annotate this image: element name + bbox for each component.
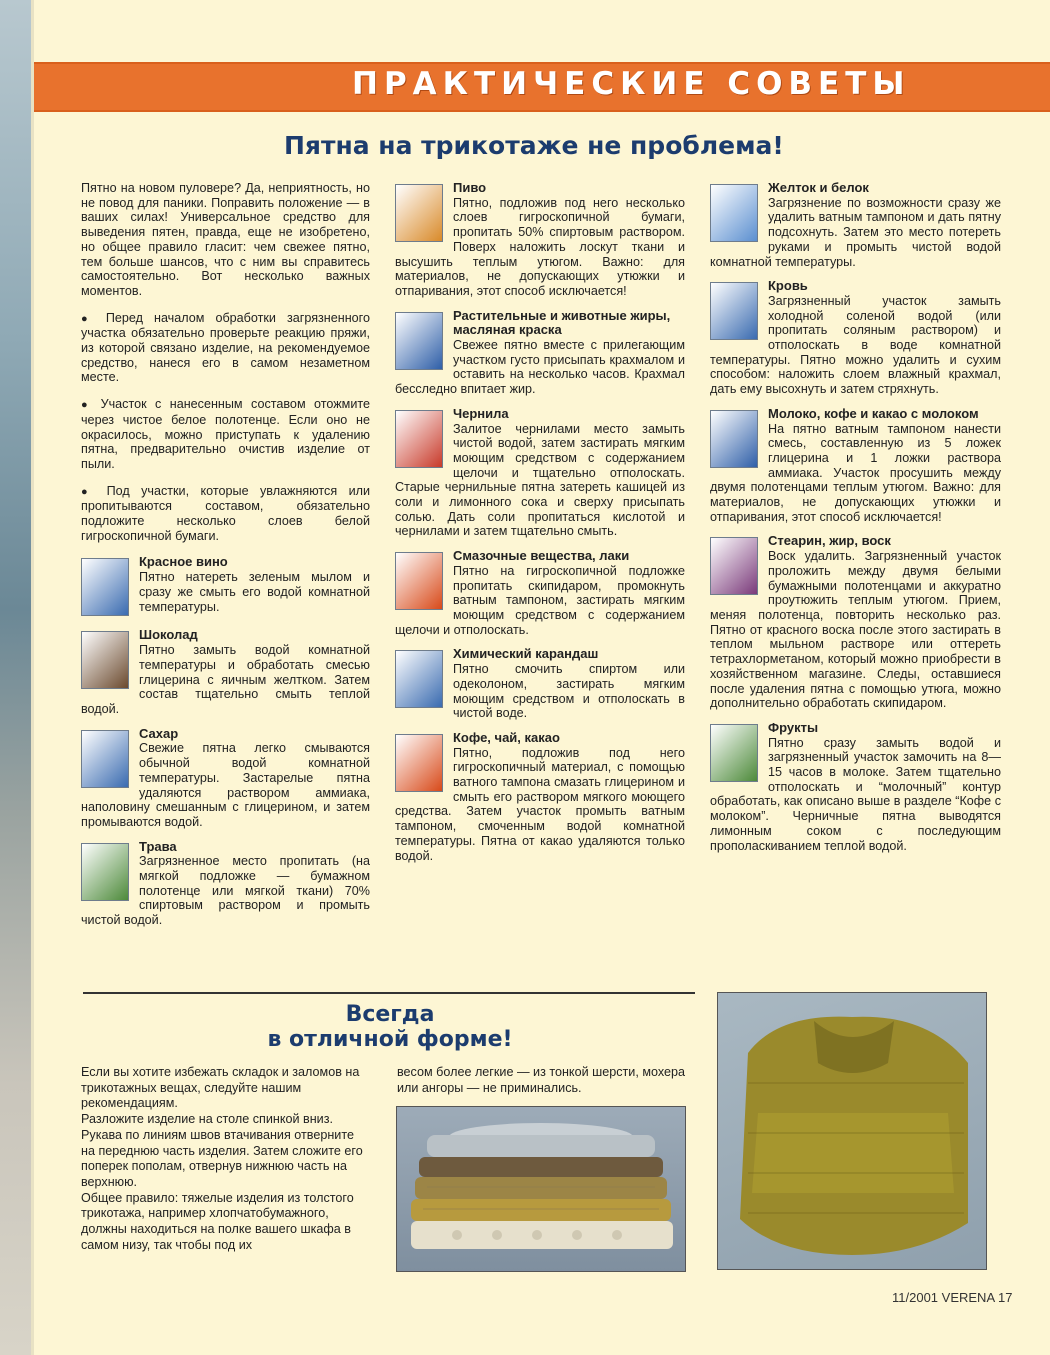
stain-tip-item — [710, 181, 1001, 269]
gear-icon — [395, 552, 443, 610]
tip-paragraph: ● Под участки, которые увлажняются или пропитываются составом, обязательно подложите несколько слоев белой гигроскопичной бумаги. — [81, 484, 370, 544]
issue-number: 11/2001 — [892, 1290, 939, 1305]
stain-tip-title: Трава — [139, 839, 177, 854]
pencil-icon — [395, 650, 443, 708]
section-divider — [83, 992, 695, 994]
tip-paragraph: ● Участок с нанесенным составом отожмите через чистое белое полотенце. Если оно не окрасилось, можно приступать к удалению пятна, предварительно очистив изделие от пыли. — [81, 397, 370, 472]
stain-tip-item — [710, 279, 1001, 397]
page-footer — [892, 1290, 1013, 1305]
stain-tip-title: Чернила — [453, 406, 509, 421]
magazine-name: VERENA — [941, 1290, 995, 1305]
folding-paragraph: весом более легкие — из тонкой шерсти, мохера или ангоры — не приминались. — [397, 1065, 686, 1095]
sub-headline-line-1: Всегда — [345, 1002, 435, 1027]
fruit-basket-icon — [710, 724, 758, 782]
stain-tip-text: Пятно смочить спиртом или одеколоном, застирать мягким моющим средством и отполоскать в чистой воде. — [453, 662, 685, 721]
stain-tip-text: Воск удалить. Загрязненный участок проложить между двумя белыми бумажными полотенцами и аккуратно проутюжить теплым утюгом. Прием, меняя полотенца, повторить несколько раз. Пятно от красного воска после этого застирать в теплом мыльном растворе или оттереть тетрахлорметаном, который можно приобрести в хозяйственном магазине. Следы, оставшиеся после удаления пятна с помощью утюга, можно дополнительно обработать скипидаром. — [710, 549, 1001, 711]
stain-tip-item — [81, 628, 370, 716]
page-number: 17 — [998, 1290, 1013, 1305]
stain-tip-title: Кровь — [768, 279, 808, 294]
stain-tip-title: Шоколад — [139, 628, 198, 643]
stain-tip-item — [395, 647, 685, 721]
folded-sweater-photo — [717, 992, 987, 1270]
stain-tip-title: Смазочные вещества, лаки — [453, 549, 630, 564]
stain-tip-text: Загрязнение по возможности сразу же удалить ватным тампоном и дать пятну подсохнуть. Затем это место потереть руками и промыть чистой водой комнатной температуры. — [710, 195, 1001, 269]
folded-sweaters-photo — [396, 1106, 686, 1272]
stain-tip-text: Пятно замыть водой комнатной температуры и обработать смесью глицерина с яичным желтком. Затем состав тщательно смыть теплой водой. — [81, 643, 370, 716]
stain-tip-title: Химический карандаш — [453, 647, 599, 662]
egg-icon — [710, 184, 758, 242]
folding-paragraph: Общее правило: тяжелые изделия из толстого трикотажа, например хлопчатобумажного, должны находиться на полке вашего шкафа в самом низу, так чтобы под их — [81, 1190, 354, 1252]
stain-tip-item — [710, 407, 1001, 525]
column-1 — [81, 181, 370, 938]
stain-tip-text: Пятно на гигроскопичной подложке пропитать скипидаром, промокнуть ватным тампоном, застирать мягким моющим средством с содержанием щелочи и отполоскать. — [395, 563, 685, 637]
article-headline: Пятна на трикотаже не проблема! — [284, 131, 784, 160]
stain-tip-text: Свежие пятна легко смываются обычной водой комнатной температуры. Застарелые пятна удаляются раствором аммиака, наполовину смешанным с глицерином, и затем промываются водой. — [81, 741, 370, 829]
paint-brush-icon — [395, 312, 443, 370]
stain-tip-text: Загрязненное место пропитать (на мягкой подложке — бумажном полотенце или мягкой ткани) 70% спиртовым раствором и промыть чистой водой. — [81, 854, 370, 928]
stain-tip-text: На пятно ватным тампоном нанести смесь, составленную из 5 ложек глицерина и 1 ложки раствора аммиака. Участок просушить между двумя полотенцами теплым утюгом. Важно: для материалов, не допускающих утюжки и отпаривания, этот способ исключается! — [710, 421, 1001, 524]
chocolate-cake-icon — [81, 631, 129, 689]
candle-icon — [710, 537, 758, 595]
milk-carton-icon — [710, 410, 758, 468]
stain-tip-item — [395, 731, 685, 863]
stain-tip-text: Загрязненный участок замыть холодной соленой водой (или пропитать соляным раствором) и отполоскать в воде комнатной температуры. Пятно можно удалить и сухим способом: наложить слоем влажный крахмал, дать ему высохнуть и затем стряхнуть. — [710, 293, 1001, 397]
stain-tip-item — [395, 309, 685, 397]
folding-text-column-2 — [397, 1065, 685, 1096]
stain-tip-item — [395, 549, 685, 637]
stain-tip-title: Пиво — [453, 181, 487, 195]
stain-tip-item — [81, 727, 370, 830]
stain-tip-item — [395, 407, 685, 539]
stain-tip-title: Фрукты — [768, 720, 819, 735]
sub-headline-line-2: в отличной форме! — [267, 1027, 513, 1052]
stain-tip-title: Молоко, кофе и какао с молоком — [768, 406, 979, 421]
stain-tip-text: Пятно, подложив под него несколько слоев гигроскопичной бумаги, пропитать 50% спиртовым раствором. Поверх наложить лоскут ткани и высушить теплым утюгом. Важно: для материалов, не допускающих утюжки и отпаривания, этот способ исключается! — [395, 195, 685, 298]
stain-tip-item — [710, 721, 1001, 853]
cover-edge-photo — [0, 0, 34, 1355]
coffee-cup-icon — [395, 734, 443, 792]
beer-mug-icon — [395, 184, 443, 242]
stain-tip-title: Кофе, чай, какао — [453, 730, 560, 745]
stain-tip-title: Красное вино — [139, 555, 228, 570]
column-3 — [710, 181, 1001, 863]
sub-headline — [250, 1002, 530, 1052]
column-2 — [395, 181, 685, 873]
section-title: ПРАКТИЧЕСКИЕ СОВЕТЫ — [352, 66, 911, 102]
stain-tip-item — [395, 181, 685, 299]
pen-icon — [395, 410, 443, 468]
stain-tip-text: Свежее пятно вместе с прилегающим участком густо присыпать крахмалом и оставить на несколько часов. Крахмал бесследно впитает жир. — [395, 338, 685, 397]
stain-tip-item — [710, 534, 1001, 710]
stain-tip-text: Пятно натереть зеленым мылом и сразу же смыть его водой комнатной температуры. — [139, 570, 370, 614]
intro-paragraph: Пятно на новом пуловере? Да, неприятность, но не повод для паники. Поправить положение — в ваших силах! Универсальное средство для выведения пятен, правда, еще не изобретено, но общее правило гласит: чем свежее пятно, тем больше шансов, что с ним вы справитесь самостоятельно. Вот несколько важных моментов. — [81, 181, 370, 298]
section-banner — [34, 62, 1050, 112]
stain-tip-item — [81, 555, 370, 618]
stain-tip-title: Стеарин, жир, воск — [768, 534, 891, 549]
folding-text-column-1 — [81, 1065, 371, 1253]
sugar-bowl-icon — [81, 730, 129, 788]
tip-paragraph: ● Перед началом обработки загрязненного участка обязательно проверьте реакцию пряжи, из которой связано изделие, на рекомендуемое средство, нанеся его в самом незаметном месте. — [81, 311, 370, 386]
stain-tip-title: Желток и белок — [768, 181, 869, 195]
wine-bottle-icon — [81, 558, 129, 616]
stain-tip-text: Пятно сразу замыть водой и загрязненный участок замочить на 8—15 часов в молоке. Затем тщательно отполоскать и “молочный” контур обработать, как описано выше в разделе “Кофе с молоком”. Черничные пятна выводятся лимонным соком с последующим прополаскиванием теплой водой. — [710, 735, 1001, 853]
stain-tip-text: Пятно, подложив под него гигроскопичный материал, с помощью ватного тампона смазать глицерином и смыть его раствором мягкого моющего средства. Затем участок промыть ватным тампоном, смоченным водой комнатной температуры. Пятна от какао удаляются только водой. — [395, 745, 685, 863]
bandaged-hand-icon — [710, 282, 758, 340]
stain-tip-title: Сахар — [139, 726, 179, 741]
stain-tip-text: Залитое чернилами место замыть чистой водой, затем застирать мягким моющим средством с содержанием щелочи и тщательно отполоскать. Старые чернильные пятна затереть кашицей из соли и лимонного сока и сверху присыпать солью. Дать соли пропитаться кислотой и чернилами и затем тщательно смыть. — [395, 421, 685, 539]
grass-leaf-icon — [81, 843, 129, 901]
stain-tip-title: Растительные и животные жиры, масляная краска — [453, 308, 671, 338]
stain-tip-item — [81, 840, 370, 928]
folding-paragraph: Разложите изделие на столе спинкой вниз. Рукава по линиям швов втачивания отверните на переднюю часть изделия. Затем сложите его поперек пополам, отвернув нижнюю часть на верхнюю. — [81, 1112, 363, 1189]
folding-paragraph: Если вы хотите избежать складок и заломов на трикотажных вещах, следуйте нашим рекомендациям. — [81, 1065, 360, 1111]
